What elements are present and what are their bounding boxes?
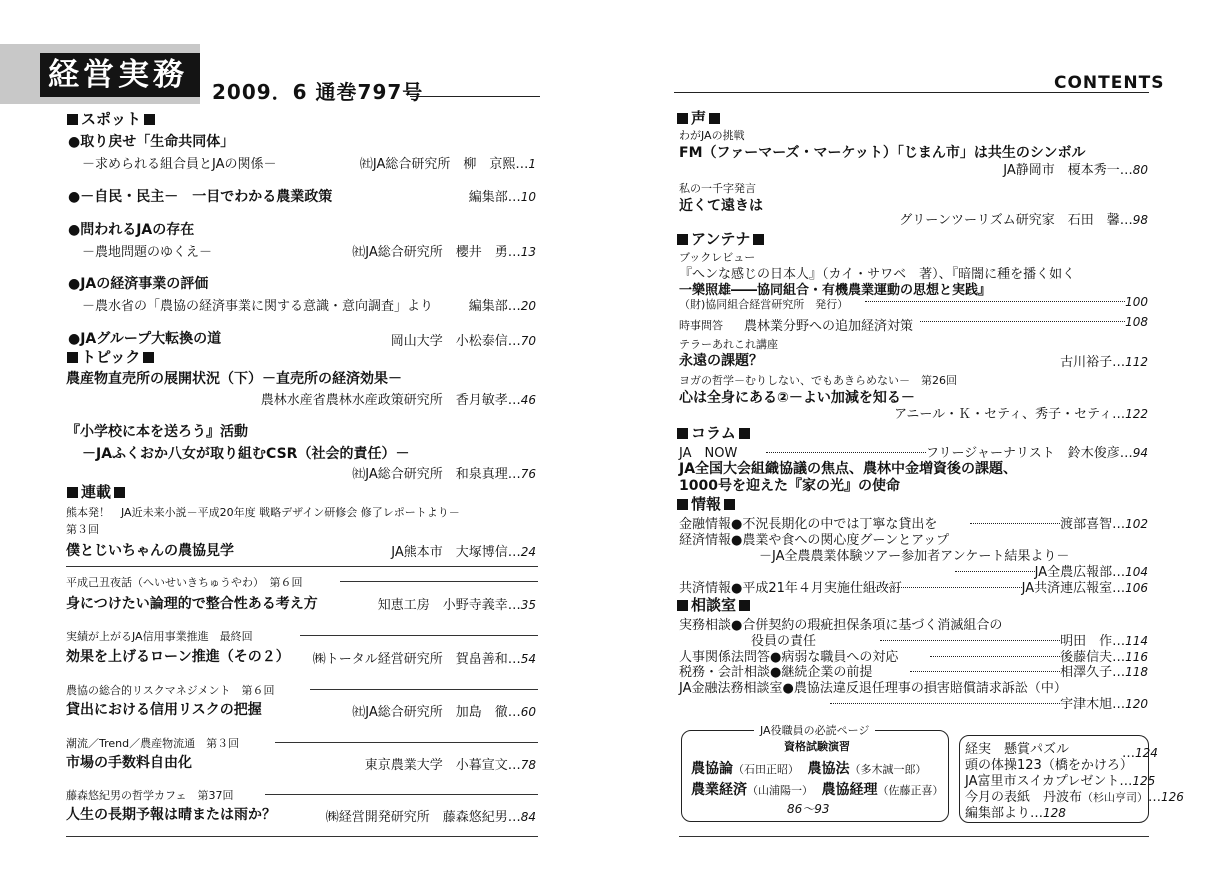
article-title[interactable]: 永遠の課題？ <box>679 353 763 369</box>
right-page <box>609 0 1218 883</box>
issue-number: 2009．6 通巻797号 <box>212 80 424 104</box>
article-author: ㈳JA総合研究所 加島 徹…60 <box>352 705 536 720</box>
misc-item[interactable]: 編集部より…128 <box>965 806 1066 821</box>
article-author: ㈳JA総合研究所 櫻井 勇…13 <box>352 245 536 260</box>
article-author: 明田 作…114 <box>880 630 1148 649</box>
article-author: 知恵工房 小野寺義幸…35 <box>377 598 536 613</box>
article-author: 後藤信夫…116 <box>930 646 1148 665</box>
article-subtitle: －農水省の「農協の経済事業に関する意識・意向調査」より <box>82 299 434 314</box>
contents-title: CONTENTS <box>1054 73 1165 93</box>
article-title[interactable]: ●JAグループ大転換の道 <box>68 331 222 347</box>
article-title[interactable]: ●取り戻せ「生命共同体」 <box>68 134 235 150</box>
serial-label: 農協の総合的リスクマネジメント 第６回 <box>66 684 275 697</box>
article-author: 東京農業大学 小暮宣文…78 <box>364 758 536 773</box>
serial-number: 第３回 <box>66 523 99 536</box>
serial-label: 実績が上がるJA信用事業推進 最終回 <box>66 630 253 643</box>
misc-item[interactable]: 今月の表紙 丹波布（杉山亨司）…126 <box>965 790 1184 805</box>
article-author: グリーンツーリズム研究家 石田 馨…98 <box>899 213 1148 228</box>
exam-item[interactable]: 農業経済（山浦陽一） 農協経理（佐藤正喜） <box>691 782 944 798</box>
article-title[interactable]: JA全国大会組織協議の焦点、農林中金増資後の課題、 <box>679 461 1018 477</box>
magazine-title: 経営実務 <box>40 53 200 97</box>
page-number: …124 <box>1122 746 1158 761</box>
article-author: 岡山大学 小松泰信…70 <box>390 334 536 349</box>
divider <box>265 794 538 795</box>
article-title[interactable]: 僕とじいちゃんの農協見学 <box>66 543 234 559</box>
article-title[interactable]: 一樂照雄――協同組合・有機農業運動の思想と実践』 <box>679 283 992 298</box>
misc-item[interactable]: 頭の体操123（橋をかけろ） <box>965 758 1133 773</box>
exam-subheading: 資格試験演習 <box>784 740 850 753</box>
page-number: 108 <box>920 315 1148 330</box>
article-title[interactable]: 1000号を迎えた『家の光』の使命 <box>679 478 900 494</box>
article-title[interactable]: 市場の手数料自由化 <box>66 755 192 771</box>
divider <box>66 836 538 837</box>
exam-item[interactable]: 農協論（石田正昭） 農協法（多木誠一郎） <box>691 761 927 777</box>
article-author: 編集部…10 <box>468 190 536 205</box>
article-title[interactable]: 効果を上げるローン推進（その２） <box>66 649 290 665</box>
article-author: アニール・Ｋ・セティ、秀子・セティ…122 <box>894 407 1148 422</box>
article-title[interactable]: 身につけたい論理的で整合性ある考え方 <box>66 596 318 612</box>
article-author: 渡部喜智…102 <box>970 513 1148 532</box>
page-number: 100 <box>865 295 1148 310</box>
divider <box>275 742 538 743</box>
article-author: 古川裕子…112 <box>1060 355 1148 370</box>
article-author: JA全農広報部…104 <box>955 561 1148 580</box>
article-title[interactable]: 『へンな感じの日本人』（カイ・サワベ 著）、『暗闇に種を播く如く <box>679 267 1076 282</box>
divider <box>410 96 540 97</box>
section-info: 情報 <box>674 493 738 514</box>
divider <box>66 566 538 567</box>
article-title[interactable]: FM（ファーマーズ・マーケット）「じまん市」は共生のシンボル <box>679 145 1086 161</box>
article-subtitle: －求められる組合員とJAの関係－ <box>82 157 277 172</box>
consult-item[interactable]: 税務・会計相談●継続企業の前提 <box>679 665 873 680</box>
article-author: ㈳JA総合研究所 和泉真理…76 <box>352 467 536 482</box>
serial-label: 潮流／Trend／農産物流通 第３回 <box>66 737 240 750</box>
consult-item[interactable]: 実務相談●合併契約の瑕疵担保条項に基づく消滅組合の <box>679 618 1003 633</box>
divider <box>674 92 1149 93</box>
article-author: JA熊本市 大塚博信…24 <box>391 545 536 560</box>
article-title[interactable]: 農産物直売所の展開状況（下）－直売所の経済効果－ <box>66 371 402 387</box>
misc-item[interactable]: JA富里市スイカプレゼント…125 <box>965 774 1156 789</box>
section-serial: 連載 <box>64 481 128 502</box>
exam-pages: 86～93 <box>787 802 830 816</box>
article-title[interactable]: 心は全身にある②－よい加減を知る－ <box>679 390 915 406</box>
article-title[interactable]: ●－自民・民主－ 一目でわかる農業政策 <box>68 189 333 205</box>
section-spot: スポット <box>64 108 158 129</box>
section-antenna: アンテナ <box>674 228 767 249</box>
divider <box>300 635 538 636</box>
series-label: 私の一千字発言 <box>679 182 756 195</box>
column-label: JA NOW <box>679 446 738 461</box>
series-label: ヨガの哲学－むりしない、でもあきらめない－ 第26回 <box>679 374 957 387</box>
article-subtitle: －JAふくおか八女が取り組むCSR（社会的責任）－ <box>82 446 410 462</box>
article-author: ㈳JA総合研究所 柳 京熙…1 <box>359 157 536 172</box>
consult-item[interactable]: 人事関係法問答●病弱な職員への対応 <box>679 650 899 665</box>
section-consult: 相談室 <box>674 594 753 615</box>
article-title[interactable]: 『小学校に本を送ろう』活動 <box>66 424 248 440</box>
divider <box>679 836 1149 837</box>
article-title[interactable]: 人生の長期予報は晴または雨か？ <box>66 807 276 823</box>
article-author: 農林水産省農林水産政策研究所 香月敏孝…46 <box>260 393 536 408</box>
article-author: 相澤久子…118 <box>910 661 1148 680</box>
series-label: ブックレビュー <box>679 251 756 264</box>
article-author: フリージャーナリスト 鈴木俊彦…94 <box>766 442 1148 461</box>
info-subtitle: －JA全農農業体験ツアー参加者アンケート結果より－ <box>759 549 1070 564</box>
article-author: JA静岡市 榎本秀一…80 <box>1003 163 1148 178</box>
serial-label: 平成己丑夜話（へいせいきちゅうやわ） 第６回 <box>66 576 303 589</box>
article-author: JA共済連広報室…106 <box>872 577 1148 596</box>
divider <box>310 689 538 690</box>
info-item[interactable]: 共済情報●平成21年４月実施仕組改訂 <box>679 581 902 596</box>
section-column: コラム <box>674 422 753 443</box>
info-item[interactable]: 経済情報●農業や食への関心度グーンとアップ <box>679 533 950 548</box>
article-author: 編集部…20 <box>468 299 536 314</box>
section-voice: 声 <box>674 107 723 128</box>
divider <box>340 581 538 582</box>
series-label: テラーあれこれ講座 <box>679 338 778 351</box>
consult-item[interactable]: JA金融法務相談室●農協法違反退任理事の損害賠償請求訴訟（中） <box>679 681 1067 696</box>
exam-heading: JA役職員の必読ページ <box>754 722 875 738</box>
article-author: ㈱トータル経営研究所 賀畠善和…54 <box>312 652 536 667</box>
info-item[interactable]: 金融情報●不況長期化の中では丁寧な貸出を <box>679 517 938 532</box>
article-author: ㈱経営開発研究所 藤森悠紀男…84 <box>325 810 536 825</box>
article-author: 宇津木旭…120 <box>830 693 1148 712</box>
article-title[interactable]: 近くて遠きは <box>679 198 763 214</box>
serial-label: 藤森悠紀男の哲学カフェ 第37回 <box>66 789 234 802</box>
series-label: わがJAの挑戦 <box>679 129 745 142</box>
series-label: 時事問答 <box>679 319 723 332</box>
article-title[interactable]: ●問われるJAの存在 <box>68 222 195 238</box>
article-subtitle: －農地問題のゆくえ－ <box>82 245 213 260</box>
serial-label: 熊本発！ JA近未来小説－平成20年度 戦略デザイン研修会 修了レポートより－ <box>66 506 460 519</box>
misc-item[interactable]: 経実 懸賞パズル <box>965 742 1070 757</box>
consult-subtitle: 役員の責任 <box>751 634 817 649</box>
section-topic: トピック <box>64 346 157 367</box>
publisher: （財)協同組合経営研究所 発行） <box>679 298 849 311</box>
article-title[interactable]: 農林業分野への追加経済対策 <box>744 319 914 334</box>
article-title[interactable]: ●JAの経済事業の評価 <box>68 276 209 292</box>
article-title[interactable]: 貸出における信用リスクの把握 <box>66 702 262 718</box>
